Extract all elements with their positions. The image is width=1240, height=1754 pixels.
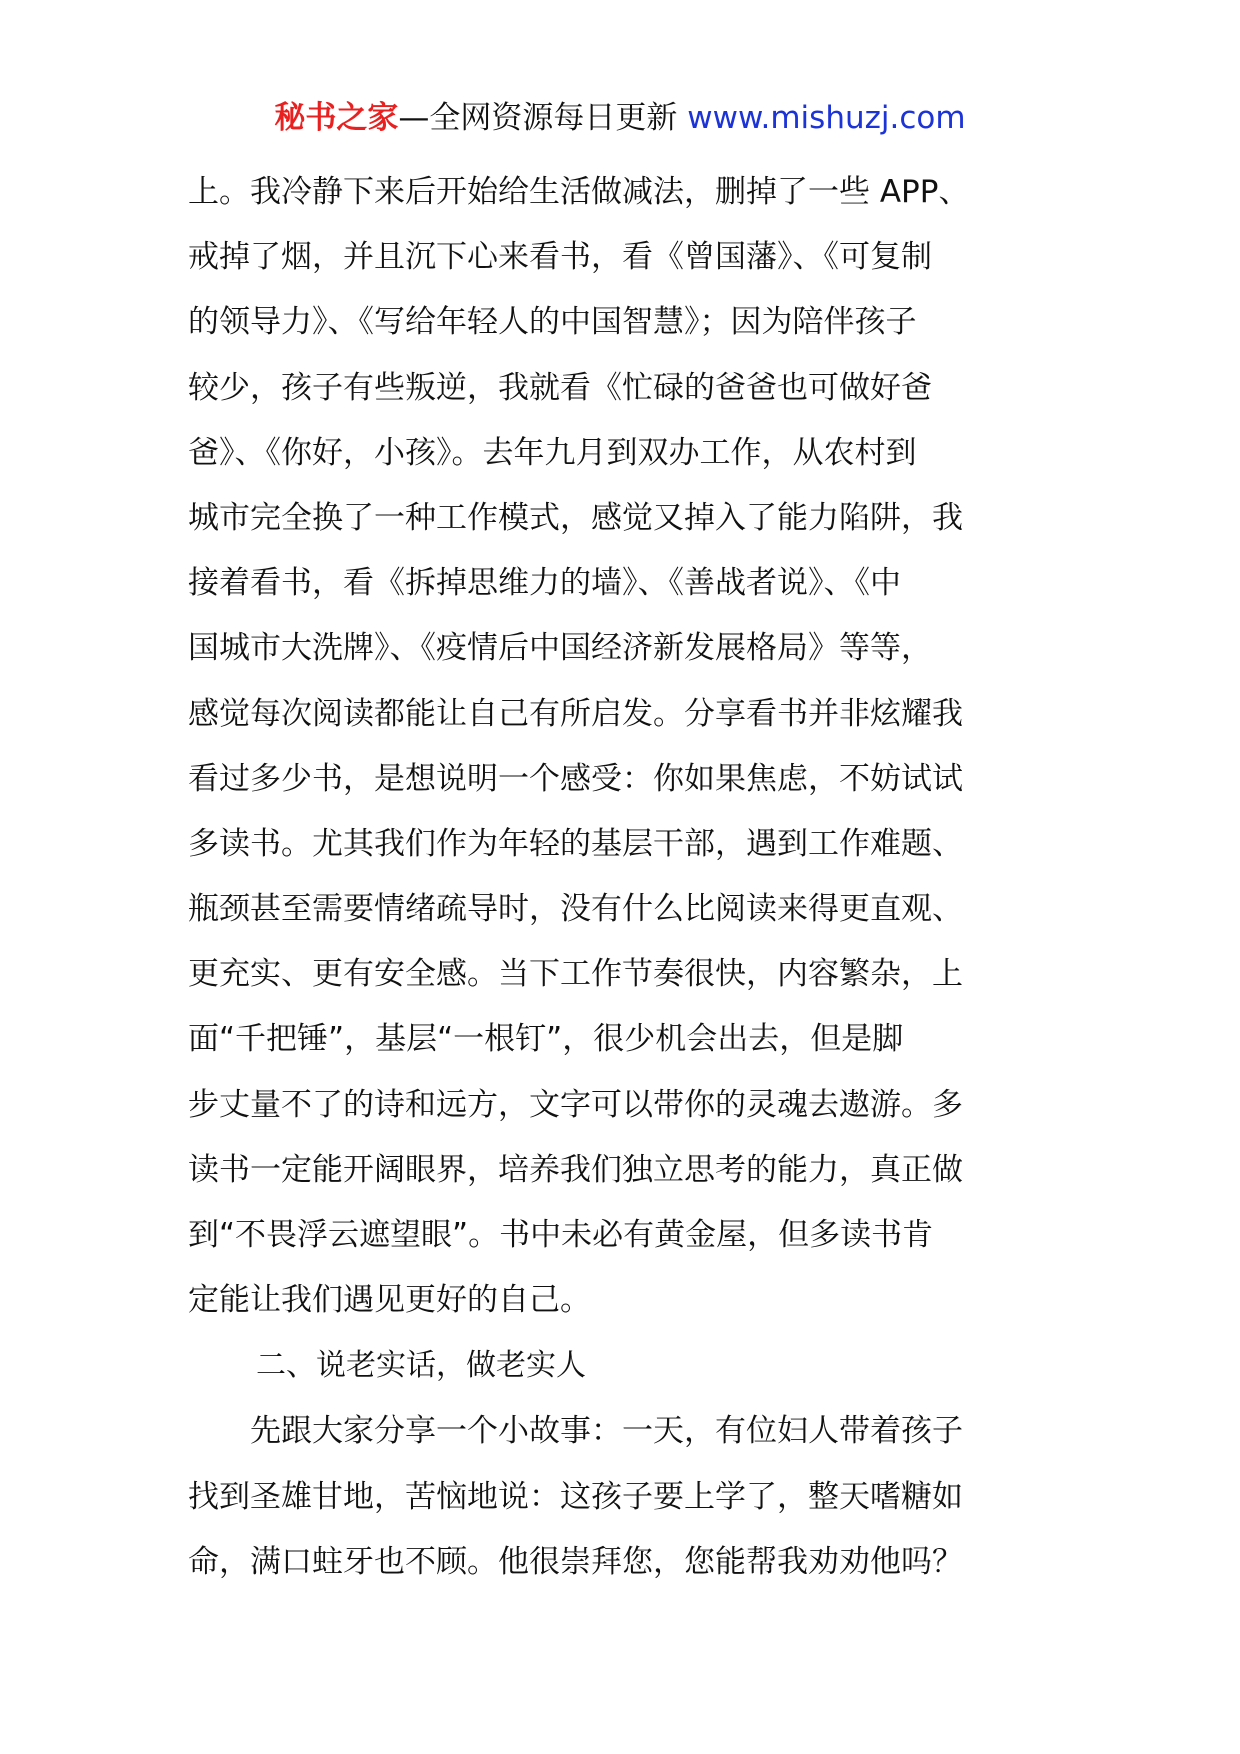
- body-line: 较少，孩子有些叛逆，我就看《忙碌的爸爸也可做好爸: [188, 369, 932, 406]
- body-line: 到“不畏浮云遮望眼”。书中未必有黄金屋，但多读书肯: [188, 1217, 934, 1253]
- site-brand: 秘书之家: [274, 100, 399, 136]
- body-line: 多读书。尤其我们作为年轻的基层干部，遇到工作难题、: [188, 825, 963, 862]
- site-slogan: —全网资源每日更新: [398, 100, 688, 136]
- body-line: 步丈量不了的诗和远方，文字可以带你的灵魂去遨游。多: [188, 1086, 963, 1123]
- body-line: 城市完全换了一种工作模式，感觉又掉入了能力陷阱，我: [188, 499, 963, 536]
- body-line: 先跟大家分享一个小故事：一天，有位妇人带着孩子: [188, 1413, 963, 1450]
- body-line: 看过多少书，是想说明一个感受：你如果焦虑，不妨试试: [188, 760, 963, 797]
- body-line: 感觉每次阅读都能让自己有所启发。分享看书并非炫耀我: [188, 695, 963, 732]
- body-line: 的领导力》、《写给年轻人的中国智慧》；因为陪伴孩子: [188, 304, 917, 341]
- body-line: 瓶颈甚至需要情绪疏导时，没有什么比阅读来得更直观、: [188, 891, 963, 928]
- site-url-link[interactable]: www.mishuzj.com: [687, 100, 966, 136]
- body-line: 爸》、《你好，小孩》。去年九月到双办工作，从农村到: [188, 434, 917, 471]
- body-line: 读书一定能开阔眼界，培养我们独立思考的能力，真正做: [188, 1151, 963, 1188]
- body-line: 更充实、更有安全感。当下工作节奏很快，内容繁杂，上: [188, 956, 963, 993]
- document-body: [188, 160, 1058, 1595]
- page-header: [0, 98, 1240, 138]
- body-line: 上。我冷静下来后开始给生活做减法，删掉了一些 APP、: [188, 174, 970, 210]
- body-line: 命，满口蛀牙也不顾。他很崇拜您，您能帮我劝劝他吗？: [188, 1543, 963, 1580]
- body-line: 面“千把锤”，基层“一根钉”，很少机会出去，但是脚: [188, 1021, 904, 1058]
- body-line: 国城市大洗牌》、《疫情后中国经济新发展格局》等等，: [188, 630, 932, 667]
- body-line: 定能让我们遇见更好的自己。: [188, 1282, 591, 1319]
- section-heading: 二、说老实话，做老实人: [256, 1348, 586, 1384]
- body-line: 接着看书，看《拆掉思维力的墙》、《善战者说》、《中: [188, 565, 901, 602]
- body-line: 找到圣雄甘地，苦恼地说：这孩子要上学了，整天嗜糖如: [188, 1478, 963, 1515]
- body-line: 戒掉了烟，并且沉下心来看书，看《曾国藩》、《可复制: [188, 239, 932, 276]
